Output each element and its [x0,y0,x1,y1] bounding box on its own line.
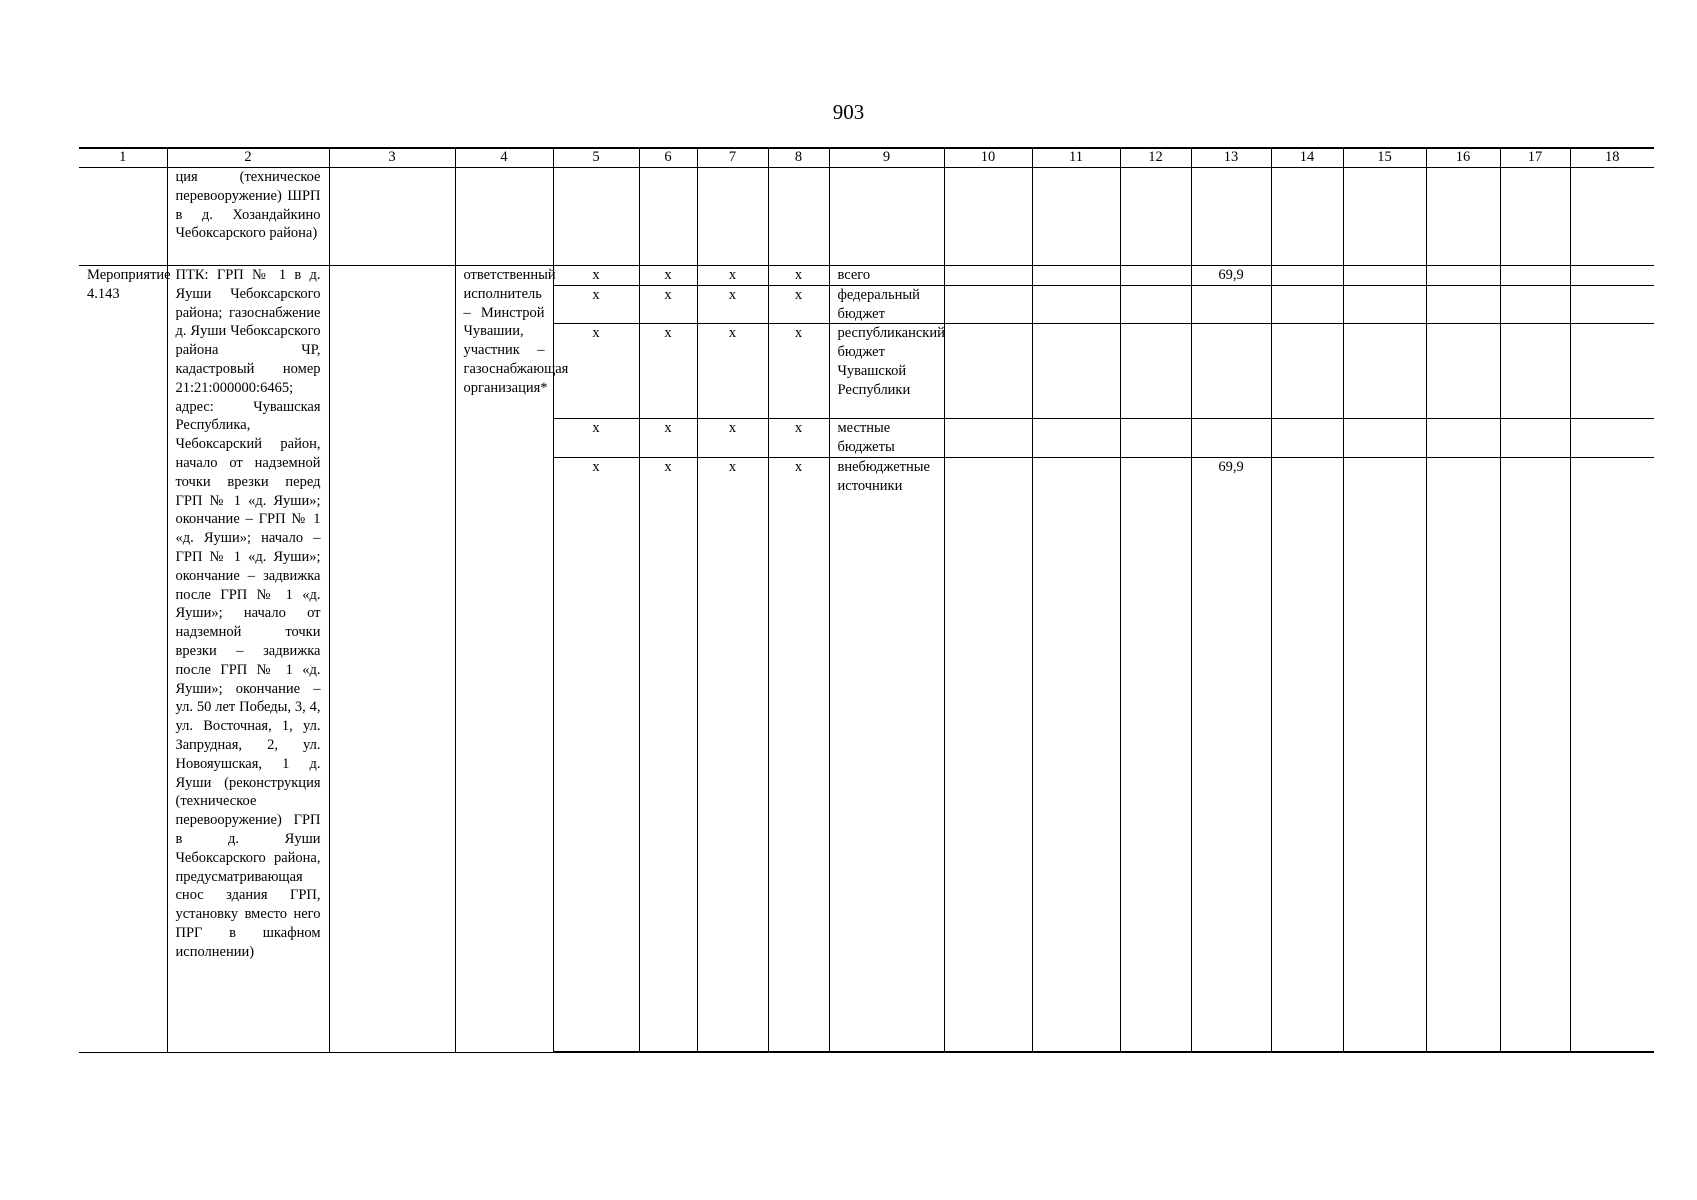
funding-source: местные бюджеты [829,419,944,458]
measure-id: Мероприятие 4.143 [79,266,167,1052]
table-row: х х х х местные бюджеты [79,419,1654,458]
col-header: 11 [1032,148,1120,168]
value-cell: 69,9 [1191,457,1271,1051]
funding-source: внебюджетные источники [829,457,944,1051]
program-table [79,147,1654,1053]
table-row: Мероприятие 4.143 ПТК: ГРП № 1 в д. Яуши Чебоксарского района; газоснабжение д. Яуши Чебоксарского района ЧР, кадастровый номер 21:21:000000:6465; адрес: Чувашская Республика, Чебоксарский район, начало от надземной точки врезки перед ГРП № 1 «д. Яуши»; окончание – ГРП № 1 «д. Яуши»; начало – ГРП № 1 «д. Яуши»; окончание – задвижка после ГРП № 1 «д. Яуши»; начало от надземной точки врезки – задвижка после ГРП № 1 «д. Яуши»; окончание – ул. 50 лет Победы, 3, 4, ул. Восточная, 1, ул. Запрудная, 2, ул. Новояушская, 1 д. Яуши (реконструкция (техническое перевооружение) ГРП в д. Яуши Чебоксарского района, предусматривающая снос здания ГРП, установку вместо него ПРГ в шкафном исполнении) ответственный исполнитель – Минстрой Чувашии, участник – газоснабжающая организация* х х х х всего 69,9 [79,266,1654,286]
col-header: 9 [829,148,944,168]
col-header: 5 [553,148,639,168]
col-header: 3 [329,148,455,168]
col-header: 7 [697,148,768,168]
continuation-description: ция (техническое перевооружение) ШРП в д. Хозандайкино Чебоксарского района) [167,168,329,266]
col-header: 16 [1426,148,1500,168]
table-row: х х х х внебюджетные источники 69,9 [79,457,1654,1051]
value-cell [1191,285,1271,324]
funding-source: всего [829,266,944,286]
column-number-row [79,148,1654,168]
value-cell [1191,419,1271,458]
col-header: 4 [455,148,553,168]
col-header: 14 [1271,148,1343,168]
measure-description: ПТК: ГРП № 1 в д. Яуши Чебоксарского района; газоснабжение д. Яуши Чебоксарского района ЧР, кадастровый номер 21:21:000000:6465; адрес: Чувашская Республика, Чебоксарский район, начало от надземной точки врезки перед ГРП № 1 «д. Яуши»; окончание – ГРП № 1 «д. Яуши»; начало – ГРП № 1 «д. Яуши»; окончание – задвижка после ГРП № 1 «д. Яуши»; начало от надземной точки врезки – задвижка после ГРП № 1 «д. Яуши»; окончание – ул. 50 лет Победы, 3, 4, ул. Восточная, 1, ул. Запрудная, 2, ул. Новояушская, 1 д. Яуши (реконструкция (техническое перевооружение) ГРП в д. Яуши Чебоксарского района, предусматривающая снос здания ГРП, установку вместо него ПРГ в шкафном исполнении) [167,266,329,1052]
col-header: 8 [768,148,829,168]
col-header: 13 [1191,148,1271,168]
funding-source: федеральный бюджет [829,285,944,324]
measure-executor: ответственный исполнитель – Минстрой Чувашии, участник – газоснабжающая организация* [455,266,553,1052]
col-header: 10 [944,148,1032,168]
col-header: 18 [1570,148,1654,168]
col-header: 1 [79,148,167,168]
col-header: 6 [639,148,697,168]
col-header: 17 [1500,148,1570,168]
table-row: х х х х федеральный бюджет [79,285,1654,324]
page-number: 903 [832,100,865,124]
col-header: 2 [167,148,329,168]
table-row: х х х х республиканский бюджет Чувашской Республики [79,324,1654,419]
value-cell [1191,324,1271,419]
col-header: 12 [1120,148,1191,168]
value-cell: 69,9 [1191,266,1271,286]
continuation-row [79,168,1654,266]
funding-source: республиканский бюджет Чувашской Республики [829,324,944,419]
col-header: 15 [1343,148,1426,168]
